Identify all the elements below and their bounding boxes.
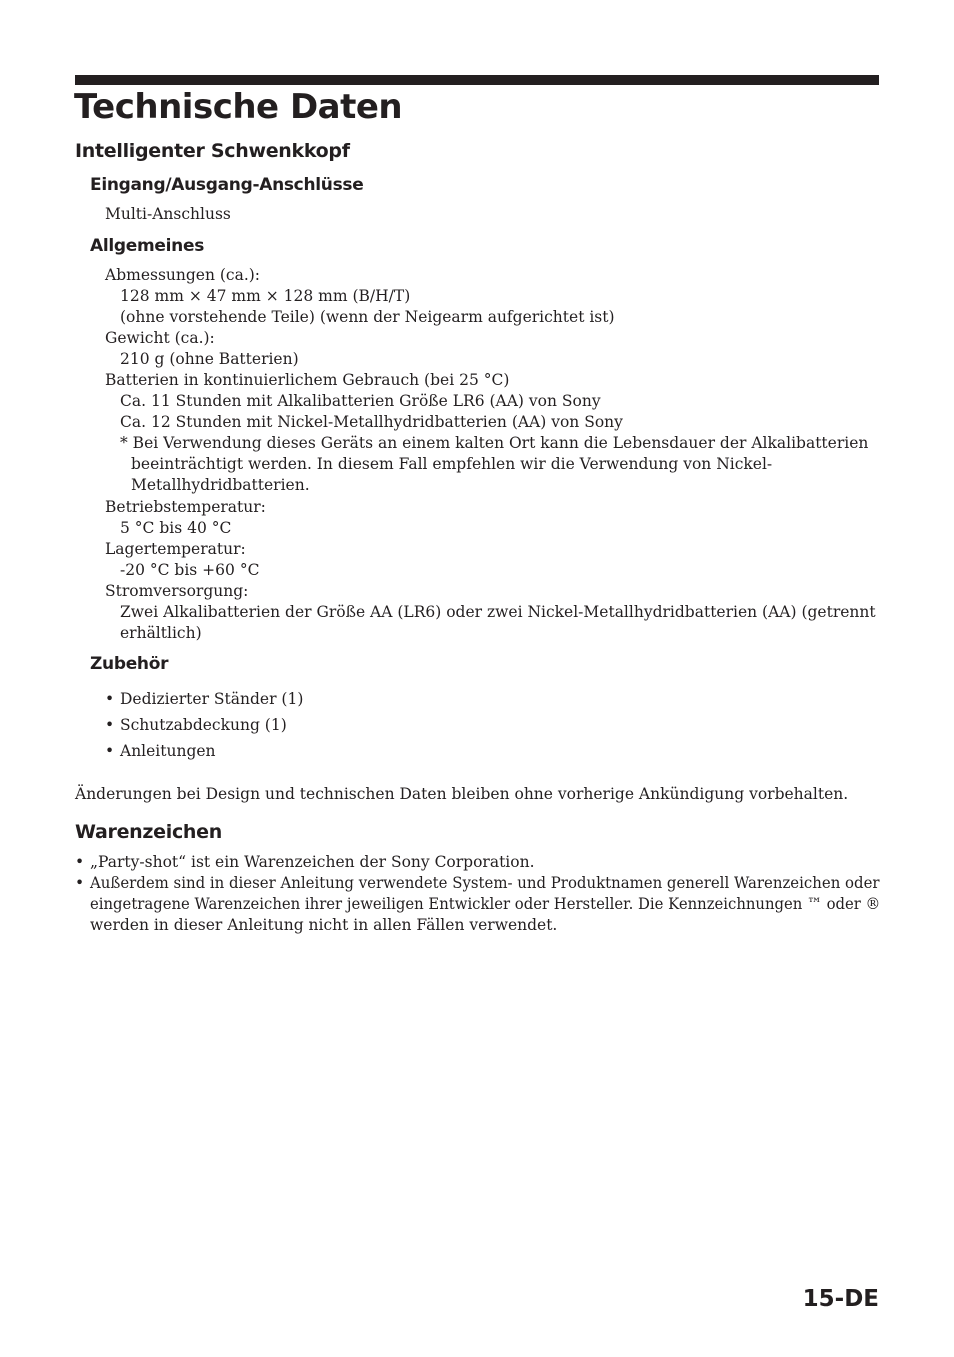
power-line2: erhältlich)	[120, 624, 202, 642]
operating-temp-label: Betriebstemperatur:	[105, 498, 266, 516]
dimensions-note: (ohne vorstehende Teile) (wenn der Neigearm aufgerichtet ist)	[120, 308, 615, 326]
trademark-item-2-line1: Außerdem sind in dieser Anleitung verwendete System- und Produktnamen generell Warenzeichen oder	[90, 874, 880, 892]
power-line1: Zwei Alkalibatterien der Größe AA (LR6) oder zwei Nickel-Metallhydridbatterien (AA) (getrennt	[120, 603, 876, 621]
weight-value: 210 g (ohne Batterien)	[120, 350, 299, 368]
trademark-item-2-line2: eingetragene Warenzeichen ihrer jeweiligen Entwickler oder Hersteller. Die Kennzeichnungen ™ oder ®	[90, 895, 881, 913]
list-item: Schutzabdeckung (1)	[120, 716, 287, 734]
trademark-item-2-line3: werden in dieser Anleitung nicht in allen Fällen verwendet.	[90, 916, 558, 934]
bullet-icon: •	[105, 690, 115, 708]
section-heading-trademarks: Warenzeichen	[75, 821, 222, 843]
bullet-icon: •	[75, 853, 85, 871]
operating-temp-value: 5 °C bis 40 °C	[120, 519, 232, 537]
dimensions-value: 128 mm × 47 mm × 128 mm (B/H/T)	[120, 287, 411, 305]
bullet-icon: •	[105, 742, 115, 760]
subheading-general: Allgemeines	[90, 236, 205, 256]
disclaimer: Änderungen bei Design und technischen Daten bleiben ohne vorherige Ankündigung vorbehalten.	[75, 785, 849, 803]
storage-temp-value: -20 °C bis +60 °C	[120, 561, 260, 579]
subheading-io: Eingang/Ausgang-Anschlüsse	[90, 175, 364, 195]
power-label: Stromversorgung:	[105, 582, 249, 600]
battery-note-line3: Metallhydridbatterien.	[131, 476, 310, 494]
bullet-icon: •	[75, 874, 85, 892]
battery-nimh: Ca. 12 Stunden mit Nickel-Metallhydridbatterien (AA) von Sony	[120, 413, 623, 431]
trademark-item-1: „Party-shot“ ist ein Warenzeichen der Sony Corporation.	[90, 853, 535, 871]
battery-label: Batterien in kontinuierlichem Gebrauch (bei 25 °C)	[105, 371, 510, 389]
dimensions-label: Abmessungen (ca.):	[105, 266, 261, 284]
weight-label: Gewicht (ca.):	[105, 329, 215, 347]
list-item: Dedizierter Ständer (1)	[120, 690, 304, 708]
page-number: 15-DE	[802, 1286, 879, 1312]
section-heading-swivel-head: Intelligenter Schwenkkopf	[75, 140, 350, 162]
bullet-icon: •	[105, 716, 115, 734]
storage-temp-label: Lagertemperatur:	[105, 540, 246, 558]
io-item: Multi-Anschluss	[105, 205, 231, 223]
battery-note-line1: * Bei Verwendung dieses Geräts an einem kalten Ort kann die Lebensdauer der Alkalibatterien	[120, 434, 869, 452]
page-title: Technische Daten	[74, 87, 403, 127]
subheading-accessories: Zubehör	[90, 654, 169, 674]
battery-alkaline: Ca. 11 Stunden mit Alkalibatterien Größe LR6 (AA) von Sony	[120, 392, 601, 410]
battery-note-line2: beeinträchtigt werden. In diesem Fall empfehlen wir die Verwendung von Nickel-	[131, 455, 773, 473]
list-item: Anleitungen	[120, 742, 216, 760]
